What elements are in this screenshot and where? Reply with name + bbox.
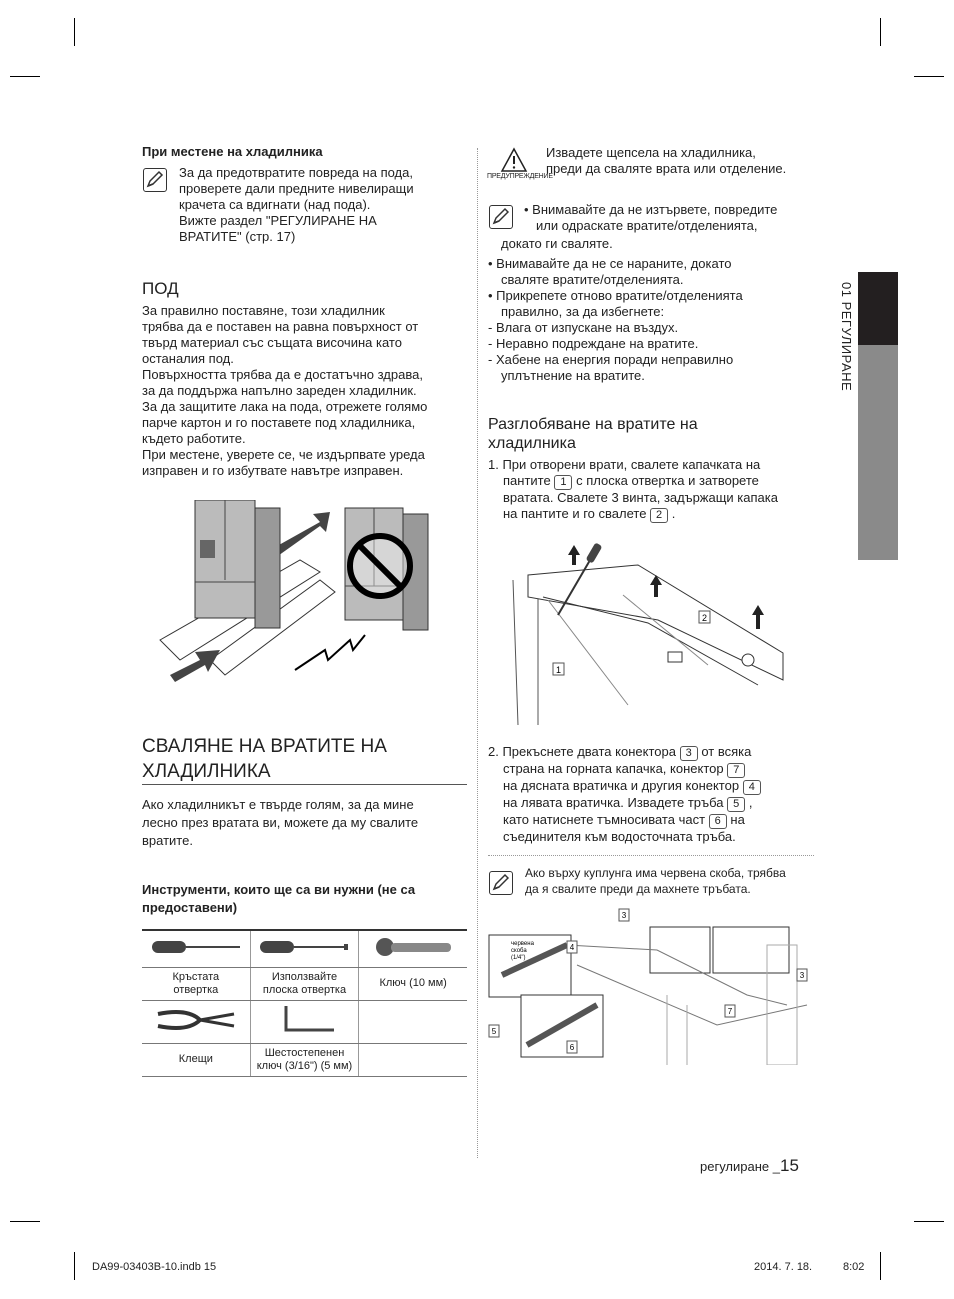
crop-mark: [10, 1221, 40, 1222]
figure-number: 3: [799, 971, 805, 980]
text-line: ключ (3/16") (5 мм): [256, 1059, 353, 1072]
figure-label: червена: [511, 941, 534, 947]
callout-number: 3: [680, 746, 698, 761]
tools-table: [142, 929, 467, 1077]
text-line: За правилно поставяне, този хладилник: [142, 303, 385, 318]
text-line: [488, 795, 828, 812]
figure-label: (1/4"): [511, 955, 526, 961]
text-line: предоставени): [142, 900, 238, 915]
text-line: останалия под.: [142, 351, 234, 366]
text-line: ВРАТИТЕ" (стр. 17): [179, 229, 296, 244]
text-line: където работите.: [142, 431, 246, 446]
text-line: Клещи: [178, 1053, 213, 1065]
text-line: отвертка: [173, 983, 219, 996]
callout-number: 1: [554, 475, 572, 490]
floor-text: [142, 303, 472, 479]
text-line: Ако хладилникът е твърде голям, за да мине: [142, 797, 414, 812]
crop-mark: [914, 76, 944, 77]
fridge-moving-illustration: [150, 500, 450, 690]
disassembly-title: [488, 415, 698, 453]
callout-number: 7: [727, 763, 745, 778]
text-line: Извадете щепсела на хладилника,: [546, 145, 756, 160]
note-line: • Прикрепете отново вратите/отделенията: [488, 288, 743, 303]
text-fragment: като натиснете тъмносивата част: [503, 812, 706, 827]
chapter-label: 01 РЕГУЛИРАНЕ: [839, 282, 854, 392]
tool-label: [142, 1043, 250, 1076]
floor-title: ПОД: [142, 279, 179, 298]
title-line: Разглобяване на вратите на: [488, 416, 698, 433]
note-line: уплътнение на вратите.: [501, 368, 645, 383]
text-line: [488, 778, 828, 795]
footer-time: 8:02: [843, 1261, 865, 1273]
doors-text: [142, 796, 472, 850]
text-line: Инструменти, които ще са ви нужни (не са: [142, 882, 416, 897]
text-line: 1. При отворени врати, свалете капачката на: [488, 457, 761, 472]
tool-label: [359, 967, 467, 1000]
text-fragment: на лявата вратичка. Извадете тръба: [503, 795, 724, 810]
footer-section: регулиране _: [700, 1159, 780, 1174]
text-line: Вижте раздел "РЕГУЛИРАНЕ НА: [179, 213, 377, 228]
title-line: хладилника: [488, 435, 576, 452]
connectors-illustration: [487, 905, 813, 1065]
figure-number: 7: [727, 1007, 733, 1016]
moving-note: [179, 165, 469, 245]
note-line: правилно, за да избегнете:: [501, 304, 665, 319]
text-line: Кръстата: [172, 970, 220, 983]
moving-heading: При местене на хладилника: [142, 144, 323, 159]
page-footer: [700, 1156, 799, 1176]
crop-mark: [880, 1252, 881, 1280]
tool-label: [142, 967, 250, 1000]
text-line: Шестостепенен: [264, 1046, 345, 1059]
note-line: сваляте вратите/отделенията.: [501, 272, 684, 287]
callout-number: 2: [650, 508, 668, 523]
page-number: 15: [779, 1156, 799, 1175]
text-line: При местене, уверете се, че издърпвате уреда: [142, 447, 425, 462]
text-line: проверете дали предните нивелиращи: [179, 181, 414, 196]
figure-number: 4: [569, 943, 575, 952]
note-line: • Внимавайте да не се нараните, докато: [488, 256, 732, 271]
text-line: за да поддържа напълно зареден хладилник.: [142, 383, 417, 398]
figure-label: скоба: [511, 948, 527, 954]
note-line: - Хабене на енергия поради неправилно: [488, 352, 734, 367]
text-line: [488, 506, 828, 523]
callout-number: 6: [709, 814, 727, 829]
text-line: Използвайте: [271, 970, 338, 983]
text-line: Ако върху куплунга има червена скоба, трябва: [525, 866, 786, 880]
text-fragment: на пантите и го свалете: [503, 506, 647, 521]
text-line: [488, 473, 828, 490]
note-line: - Влага от изпускане на въздух.: [488, 320, 679, 335]
ratchet-wrench-image: [359, 930, 467, 967]
chapter-tab-dark: [858, 272, 898, 345]
text-fragment: ,: [748, 795, 753, 810]
text-line: Повърхността трябва да е достатъчно здрава,: [142, 367, 423, 382]
note-line: или одраскате вратите/отделенията,: [536, 218, 758, 233]
title-line: ХЛАДИЛНИКА: [142, 761, 271, 782]
crop-mark: [74, 1252, 75, 1280]
footer-date: 2014. 7. 18.: [754, 1261, 813, 1273]
text-line: Ключ (10 мм): [379, 977, 447, 989]
title-line: СВАЛЯНЕ НА ВРАТИТЕ НА: [142, 736, 387, 757]
note-pencil-icon: [489, 871, 513, 895]
warning-label: ПРЕДУПРЕЖДЕНИЕ: [487, 173, 553, 180]
text-line: изправен и го избутвате навътре изправен.: [142, 463, 404, 478]
crop-mark: [880, 18, 881, 46]
column-divider: [477, 148, 478, 1158]
text-fragment: с плоска отвертка и затворете: [576, 473, 759, 488]
title-rule: [142, 784, 467, 785]
text-line: За да защитите лака на пода, отрежете голямо: [142, 399, 428, 414]
tools-heading: [142, 881, 472, 917]
chapter-tab-light: [858, 345, 898, 560]
text-line: преди да сваляте врата или отделение.: [546, 161, 787, 176]
text-fragment: на: [730, 812, 745, 827]
crop-mark: [914, 1221, 944, 1222]
text-line: лесно през вратата ви, можете да му свалите: [142, 815, 419, 830]
hinge-cover-illustration: [508, 535, 788, 735]
figure-number: 5: [491, 1027, 497, 1036]
crop-mark: [10, 76, 40, 77]
tool-label: [250, 967, 359, 1000]
phillips-screwdriver-image: [142, 930, 250, 967]
text-line: вратата. Свалете 3 винта, задържащи капака: [503, 490, 778, 505]
callout-number: 5: [727, 797, 745, 812]
callout-number: 4: [743, 780, 761, 795]
step-2: [488, 744, 828, 845]
tip-divider: [488, 855, 814, 856]
empty-cell: [359, 1000, 467, 1043]
note-line: докато ги сваляте.: [501, 236, 613, 251]
tip-text: [525, 866, 825, 897]
warning-triangle-icon: [500, 147, 528, 173]
text-line: [488, 761, 828, 778]
text-line: [488, 812, 828, 829]
flat-screwdriver-image: [250, 930, 359, 967]
pliers-image: [142, 1000, 250, 1043]
text-line: твърд материал със същата височина като: [142, 335, 402, 350]
text-fragment: на дясната вратичка и другия конектор: [503, 778, 740, 793]
figure-number: 3: [621, 911, 627, 920]
note-pencil-icon: [143, 168, 167, 192]
figure-number: 6: [569, 1043, 575, 1052]
footer-file: DA99-03403B-10.indb 15: [92, 1261, 217, 1273]
warning-text: [546, 145, 836, 177]
text-line: съединителя към водосточната тръба.: [503, 829, 736, 844]
tool-label: [250, 1043, 359, 1076]
hex-key-image: [250, 1000, 359, 1043]
note-line: - Неравно подреждане на вратите.: [488, 336, 699, 351]
doors-title: [142, 734, 387, 784]
text-fragment: пантите: [503, 473, 551, 488]
text-line: плоска отвертка: [262, 983, 347, 996]
text-line: За да предотвратите повреда на пода,: [179, 165, 413, 180]
text-line: крачета са вдигнати (над пода).: [179, 197, 371, 212]
text-line: вратите.: [142, 833, 193, 848]
text-fragment: страна на горната капачка, конектор: [503, 761, 724, 776]
text-fragment: .: [671, 506, 676, 521]
tool-label: [359, 1043, 467, 1076]
text-line: парче картон и го поставете под хладилника,: [142, 415, 416, 430]
step-1: [488, 457, 828, 523]
text-fragment: от всяка: [701, 744, 752, 759]
text-fragment: 2. Прекъснете двата конектора: [488, 744, 676, 759]
text-line: [488, 744, 828, 761]
figure-number: 2: [701, 613, 708, 623]
text-line: трябва да е поставен на равна повърхност от: [142, 319, 419, 334]
text-line: да я свалите преди да махнете тръбата.: [525, 881, 751, 896]
note-pencil-icon: [489, 205, 513, 229]
note-line: • Внимавайте да не изтървете, повредите: [524, 202, 778, 217]
crop-mark: [74, 18, 75, 46]
figure-number: 1: [555, 665, 562, 675]
